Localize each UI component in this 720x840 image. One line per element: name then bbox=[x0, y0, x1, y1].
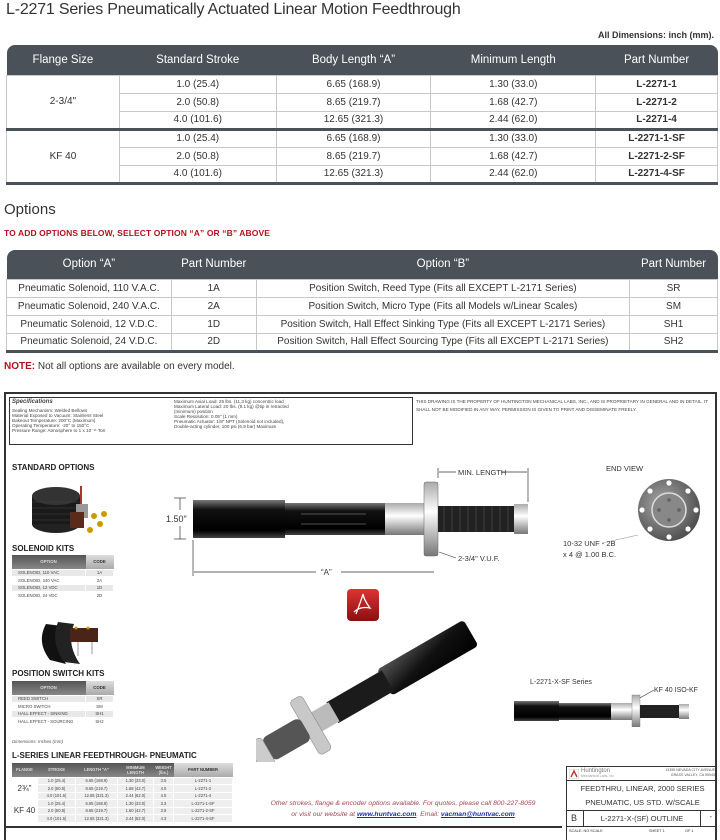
option-cell: SOLENOID, 12 VDC bbox=[12, 584, 86, 592]
position-switch-kits-heading: POSITION SWITCH KITS bbox=[12, 669, 105, 678]
solenoid-kits-table bbox=[11, 555, 114, 600]
stroke-cell: 1.0 (25.4) bbox=[119, 75, 276, 93]
side-view-diagram bbox=[156, 456, 536, 576]
option-a-cell: Pneumatic Solenoid, 24 V.D.C. bbox=[7, 333, 172, 351]
option-cell: SOLENOID, 240 VAC bbox=[12, 577, 86, 585]
cell: 1.0 (25.4) bbox=[38, 777, 76, 785]
cell: 1.30 (33.0) bbox=[118, 800, 154, 808]
contact-line-2-prefix: or visit our website at bbox=[291, 811, 357, 818]
header-part-number: PART NUMBER bbox=[174, 763, 233, 777]
header-weight: WEIGHT (lbs.) bbox=[154, 763, 174, 777]
option-a-part-cell: 2A bbox=[171, 297, 256, 315]
dimensions-units-note: Dimensions: Inches (mm) bbox=[12, 739, 64, 744]
thread-spec-line-2: x 4 @ 1.00 B.C. bbox=[563, 550, 617, 559]
stroke-cell: 4.0 (101.6) bbox=[119, 111, 276, 129]
part-number-cell: L-2271-1-SF bbox=[596, 129, 718, 147]
header-minimum-length: MINIMUM LENGTH bbox=[118, 763, 154, 777]
spec-line: Pneumatic Actuator: 1/8" NPT (Solenoid not included), bbox=[174, 419, 285, 424]
stroke-cell: 4.0 (101.6) bbox=[119, 165, 276, 183]
company-subname: Mechanical Labs, Inc. bbox=[581, 774, 615, 778]
cell: 4.0 (101.6) bbox=[38, 815, 76, 823]
drawing-number-row bbox=[567, 811, 717, 827]
specifications-text bbox=[9, 397, 289, 445]
flange-cell: KF 40 bbox=[7, 129, 120, 183]
cell: 1.60 (42.7) bbox=[118, 807, 154, 815]
cell: 12.65 (321.3) bbox=[76, 815, 118, 823]
option-cell: MICRO SWITCH bbox=[12, 703, 86, 711]
code-cell: 2D bbox=[86, 592, 114, 600]
spec-line: (minimum) position bbox=[174, 409, 213, 414]
body-length-cell: 6.65 (168.9) bbox=[276, 129, 431, 147]
options-instruction: TO ADD OPTIONS BELOW, SELECT OPTION “A” OR “B” ABOVE bbox=[4, 228, 271, 238]
header-option-a: Option “A” bbox=[7, 250, 172, 279]
standard-options-heading: STANDARD OPTIONS bbox=[12, 463, 95, 472]
flange-vuf-label: 2-3/4" V.U.F. bbox=[458, 554, 500, 563]
stroke-cell: 2.0 (50.8) bbox=[119, 147, 276, 165]
option-b-cell: Position Switch, Hall Effect Sinking Type (Fits all EXCEPT L-2171 Series) bbox=[256, 315, 629, 333]
option-cell: SOLENOID, 24 VDC bbox=[12, 592, 86, 600]
options-note bbox=[4, 361, 235, 372]
cylinder-body bbox=[193, 500, 285, 538]
cell: 12.65 (321.3) bbox=[76, 792, 118, 800]
header-standard-stroke: Standard Stroke bbox=[119, 45, 276, 75]
cell: L-2271-2 bbox=[174, 785, 233, 793]
end-view-diagram bbox=[636, 477, 706, 547]
option-b-cell: Position Switch, Hall Effect Sourcing Type (Fits all EXCEPT L-2171 Series) bbox=[256, 333, 629, 351]
cell: 3.5 bbox=[154, 777, 174, 785]
header-part-number: Part Number bbox=[596, 45, 718, 75]
table-header-row bbox=[7, 45, 718, 75]
header-option-a-part-number: Part Number bbox=[171, 250, 256, 279]
flange-cell: KF 40 bbox=[12, 800, 38, 823]
cell: L-2271-2-SF bbox=[174, 807, 233, 815]
min-length-cell: 1.30 (33.0) bbox=[431, 129, 596, 147]
header-length-a: LENGTH "A" bbox=[76, 763, 118, 777]
contact-info bbox=[238, 798, 568, 820]
header-code: CODE bbox=[86, 681, 114, 695]
table-header-row bbox=[7, 250, 718, 279]
table-row bbox=[12, 800, 233, 808]
table-row bbox=[12, 785, 233, 793]
min-length-cell: 2.44 (62.0) bbox=[431, 111, 596, 129]
header-stroke: STROKE bbox=[38, 763, 76, 777]
company-address bbox=[665, 768, 715, 778]
table-row bbox=[12, 569, 114, 577]
min-length-cell: 1.30 (33.0) bbox=[431, 75, 596, 93]
flange-cell: 2¾" bbox=[12, 777, 38, 800]
cell: 1.30 (33.0) bbox=[118, 777, 154, 785]
header-flange-size: Flange Size bbox=[7, 45, 120, 75]
proprietary-notice: THIS DRAWING IS THE PROPERTY OF HUNTINGTON MECHANICAL LABS, INC., AND IS PROPRIETARY IN GENERAL AND IN DETAIL. IT SHALL NOT BE MODIFIED IN ANY WAY. PERMISSION IS GIVEN TO PRINT AND DISSEMINATE FREELY. bbox=[416, 399, 709, 412]
body-length-a-label: “A” bbox=[321, 568, 332, 576]
spec-line: Pressure Range: Atmosphere to 1 x 10⁻¹¹ Torr bbox=[12, 428, 106, 433]
drawing-size: B bbox=[571, 813, 578, 823]
header-option: OPTION bbox=[12, 681, 86, 695]
min-length-cell: 1.68 (42.7) bbox=[431, 93, 596, 111]
drawing-revision: - bbox=[709, 814, 712, 821]
specifications-table bbox=[6, 45, 718, 185]
spec-line: Double-acting cylinder, 100 psi (6.9 bar) Maximum bbox=[174, 424, 277, 429]
header-body-length: Body Length “A” bbox=[276, 45, 431, 75]
option-cell: HALL EFFECT - SOURCING bbox=[12, 718, 86, 726]
part-number-cell: L-2271-2-SF bbox=[596, 147, 718, 165]
cell: L-2271-1 bbox=[174, 777, 233, 785]
code-cell: 2A bbox=[86, 577, 114, 585]
cell: 2.44 (62.0) bbox=[118, 792, 154, 800]
body-length-cell: 6.65 (168.9) bbox=[276, 75, 431, 93]
options-table bbox=[6, 250, 718, 353]
header-option-b: Option “B” bbox=[256, 250, 629, 279]
cell: 8.65 (219.7) bbox=[76, 807, 118, 815]
sf-series-label: L-2271-X-SF Series bbox=[530, 679, 592, 686]
title-block-header bbox=[567, 767, 717, 781]
scale-body bbox=[285, 503, 385, 535]
code-cell: 1A bbox=[86, 569, 114, 577]
lseries-table bbox=[11, 763, 233, 823]
table-row bbox=[12, 710, 114, 718]
cell: 4.0 (101.6) bbox=[38, 792, 76, 800]
spec-line: Material Exposed to Vacuum: Stainless Steel bbox=[12, 413, 104, 418]
cell: 2.0 (50.8) bbox=[38, 807, 76, 815]
cell: 2.0 (50.8) bbox=[38, 785, 76, 793]
technical-drawing bbox=[4, 392, 717, 840]
contact-line-1: Other strokes, flange & encoder options available. For quotes, please call 800-227-8059 bbox=[270, 800, 536, 807]
min-length-cell: 1.68 (42.7) bbox=[431, 147, 596, 165]
address-line-2: GRASS VALLEY, CA 95945 bbox=[670, 773, 715, 777]
thread-spec-label bbox=[563, 538, 616, 560]
position-switch-kits-table bbox=[11, 681, 114, 726]
contact-line-2-mid: . Email: bbox=[416, 811, 441, 818]
code-cell: SM bbox=[86, 703, 114, 711]
drawing-title bbox=[567, 781, 717, 811]
options-heading: Options bbox=[4, 201, 56, 218]
company-name: Huntington bbox=[581, 768, 611, 774]
table-row bbox=[12, 807, 233, 815]
cell: L-2271-4 bbox=[174, 792, 233, 800]
table-row bbox=[12, 777, 233, 785]
cell: 1.68 (42.7) bbox=[118, 785, 154, 793]
drawing-bottom-rule bbox=[6, 826, 562, 828]
option-a-part-cell: 2D bbox=[171, 333, 256, 351]
spec-line: Operating Temperature: -20° to 150°C bbox=[12, 423, 90, 428]
specifications-heading: Specifications bbox=[12, 399, 53, 405]
cell: 4.5 bbox=[154, 792, 174, 800]
cell: 2.44 (62.0) bbox=[118, 815, 154, 823]
code-cell: SH1 bbox=[86, 710, 114, 718]
table-row bbox=[7, 129, 718, 147]
kf-flange-label: KF 40 ISO-KF bbox=[654, 687, 698, 694]
option-b-part-cell: SR bbox=[630, 279, 718, 297]
header-minimum-length: Minimum Length bbox=[431, 45, 596, 75]
spec-line: Scale Resolution: 0.05" (1 mm) bbox=[174, 414, 238, 419]
table-row bbox=[7, 315, 718, 333]
table-row bbox=[12, 718, 114, 726]
cell: 4.0 bbox=[154, 785, 174, 793]
cell: 1.0 (25.4) bbox=[38, 800, 76, 808]
table-row bbox=[12, 815, 233, 823]
table-row bbox=[12, 577, 114, 585]
flange-cell: 2-3/4" bbox=[7, 75, 120, 129]
thread-spec-line-1: 10-32 UNF - 2B bbox=[563, 539, 616, 548]
page-title: L-2271 Series Pneumatically Actuated Linear Motion Feedthrough bbox=[6, 1, 461, 18]
email-link[interactable]: vacman@huntvac.com bbox=[440, 811, 515, 818]
option-b-cell: Position Switch, Reed Type (Fits all EXCEPT L-2171 Series) bbox=[256, 279, 629, 297]
option-a-cell: Pneumatic Solenoid, 12 V.D.C. bbox=[7, 315, 172, 333]
drawing-title-line-2: PNEUMATIC, US STD. W/SCALE bbox=[585, 798, 700, 807]
body-length-cell: 12.65 (321.3) bbox=[276, 165, 431, 183]
option-b-cell: Position Switch, Micro Type (Fits all Models w/Linear Scales) bbox=[256, 297, 629, 315]
table-row bbox=[12, 695, 114, 703]
table-row bbox=[12, 792, 233, 800]
cell: L-2271-4-SF bbox=[174, 815, 233, 823]
lseries-heading: L-SERIES LINEAR FEEDTHROUGH- PNEUMATIC bbox=[12, 751, 197, 760]
table-row bbox=[7, 333, 718, 351]
spec-line: Bakeout Temperature: 200°C (Maximum) bbox=[12, 418, 96, 423]
code-cell: SH2 bbox=[86, 718, 114, 726]
option-b-part-cell: SM bbox=[630, 297, 718, 315]
body-length-cell: 8.65 (219.7) bbox=[276, 93, 431, 111]
cell: 3.3 bbox=[154, 800, 174, 808]
option-a-cell: Pneumatic Solenoid, 110 V.A.C. bbox=[7, 279, 172, 297]
cell: 6.65 (168.9) bbox=[76, 800, 118, 808]
note-label: NOTE: bbox=[4, 361, 36, 372]
cell: 4.3 bbox=[154, 815, 174, 823]
isometric-view-diagram bbox=[256, 612, 506, 762]
table-header-row bbox=[12, 763, 233, 777]
solenoid-image bbox=[26, 474, 116, 542]
table-row bbox=[7, 75, 718, 93]
header-flange: FLANGE bbox=[12, 763, 38, 777]
table-header-row bbox=[12, 555, 114, 569]
body-length-cell: 12.65 (321.3) bbox=[276, 111, 431, 129]
code-cell: 1D bbox=[86, 584, 114, 592]
part-number-cell: L-2271-4 bbox=[596, 111, 718, 129]
position-switch-image bbox=[36, 616, 106, 668]
website-link[interactable]: www.huntvac.com bbox=[356, 811, 417, 818]
part-number-cell: L-2271-4-SF bbox=[596, 165, 718, 183]
title-block bbox=[566, 766, 717, 840]
spec-line: Maximum Lateral Load: 20 lbs. (9.1 kg) @tip in retracted bbox=[174, 404, 289, 409]
body-length-cell: 8.65 (219.7) bbox=[276, 147, 431, 165]
part-number-cell: L-2271-1 bbox=[596, 75, 718, 93]
min-length-cell: 2.44 (62.0) bbox=[431, 165, 596, 183]
drawing-sheet-of: OF 1 bbox=[685, 829, 694, 833]
option-cell: HALL EFFECT - SINKING bbox=[12, 710, 86, 718]
header-option: OPTION bbox=[12, 555, 86, 569]
dimensions-note: All Dimensions: inch (mm). bbox=[597, 30, 714, 40]
drawing-sheet: SHEET 1 bbox=[649, 829, 665, 833]
cell: 8.65 (219.7) bbox=[76, 785, 118, 793]
spec-line: Maximum Axial Load: 25 lbs. (11.3 kg) concentric load bbox=[174, 399, 284, 404]
header-option-b-part-number: Part Number bbox=[630, 250, 718, 279]
table-row bbox=[12, 584, 114, 592]
part-number-cell: L-2271-2 bbox=[596, 93, 718, 111]
option-cell: REED SWITCH bbox=[12, 695, 86, 703]
height-dimension-label: 1.50" bbox=[166, 514, 187, 524]
table-row bbox=[12, 703, 114, 711]
drawing-scale-row bbox=[567, 827, 717, 835]
solenoid-kits-heading: SOLENOID KITS bbox=[12, 544, 75, 553]
contact-line-2 bbox=[238, 809, 568, 820]
header-code: CODE bbox=[86, 555, 114, 569]
table-row bbox=[12, 592, 114, 600]
conflat-flange bbox=[424, 482, 438, 556]
huntington-logo-icon bbox=[569, 769, 579, 779]
drawing-title-line-1: FEEDTHRU, LINEAR, 2000 SERIES bbox=[580, 784, 705, 793]
table-header-row bbox=[12, 681, 114, 695]
cell: 3.8 bbox=[154, 807, 174, 815]
option-cell: SOLENOID, 110 VAC bbox=[12, 569, 86, 577]
stroke-cell: 2.0 (50.8) bbox=[119, 93, 276, 111]
option-a-part-cell: 1D bbox=[171, 315, 256, 333]
table-row bbox=[7, 279, 718, 297]
option-a-part-cell: 1A bbox=[171, 279, 256, 297]
cell: 6.65 (168.9) bbox=[76, 777, 118, 785]
sf-series-diagram bbox=[514, 687, 714, 727]
option-b-part-cell: SH1 bbox=[630, 315, 718, 333]
end-view-label: END VIEW bbox=[606, 464, 644, 473]
code-cell: SR bbox=[86, 695, 114, 703]
min-length-label: MIN. LENGTH bbox=[458, 468, 507, 477]
option-a-cell: Pneumatic Solenoid, 240 V.A.C. bbox=[7, 297, 172, 315]
spec-line: Sealing Mechanism: Welded Bellows bbox=[12, 408, 88, 413]
drawing-number: L-2271-X-(SF) OUTLINE bbox=[583, 811, 701, 826]
stroke-cell: 1.0 (25.4) bbox=[119, 129, 276, 147]
option-b-part-cell: SH2 bbox=[630, 333, 718, 351]
drawing-scale: SCALE: NO SCALE bbox=[569, 829, 603, 833]
cell: L-2271-1-SF bbox=[174, 800, 233, 808]
note-text: Not all options are available on every model. bbox=[35, 361, 235, 372]
specifications-right-column bbox=[174, 399, 324, 429]
table-row bbox=[7, 297, 718, 315]
address-line-1: 13355 NEVADA CITY AVENUE bbox=[665, 768, 715, 772]
